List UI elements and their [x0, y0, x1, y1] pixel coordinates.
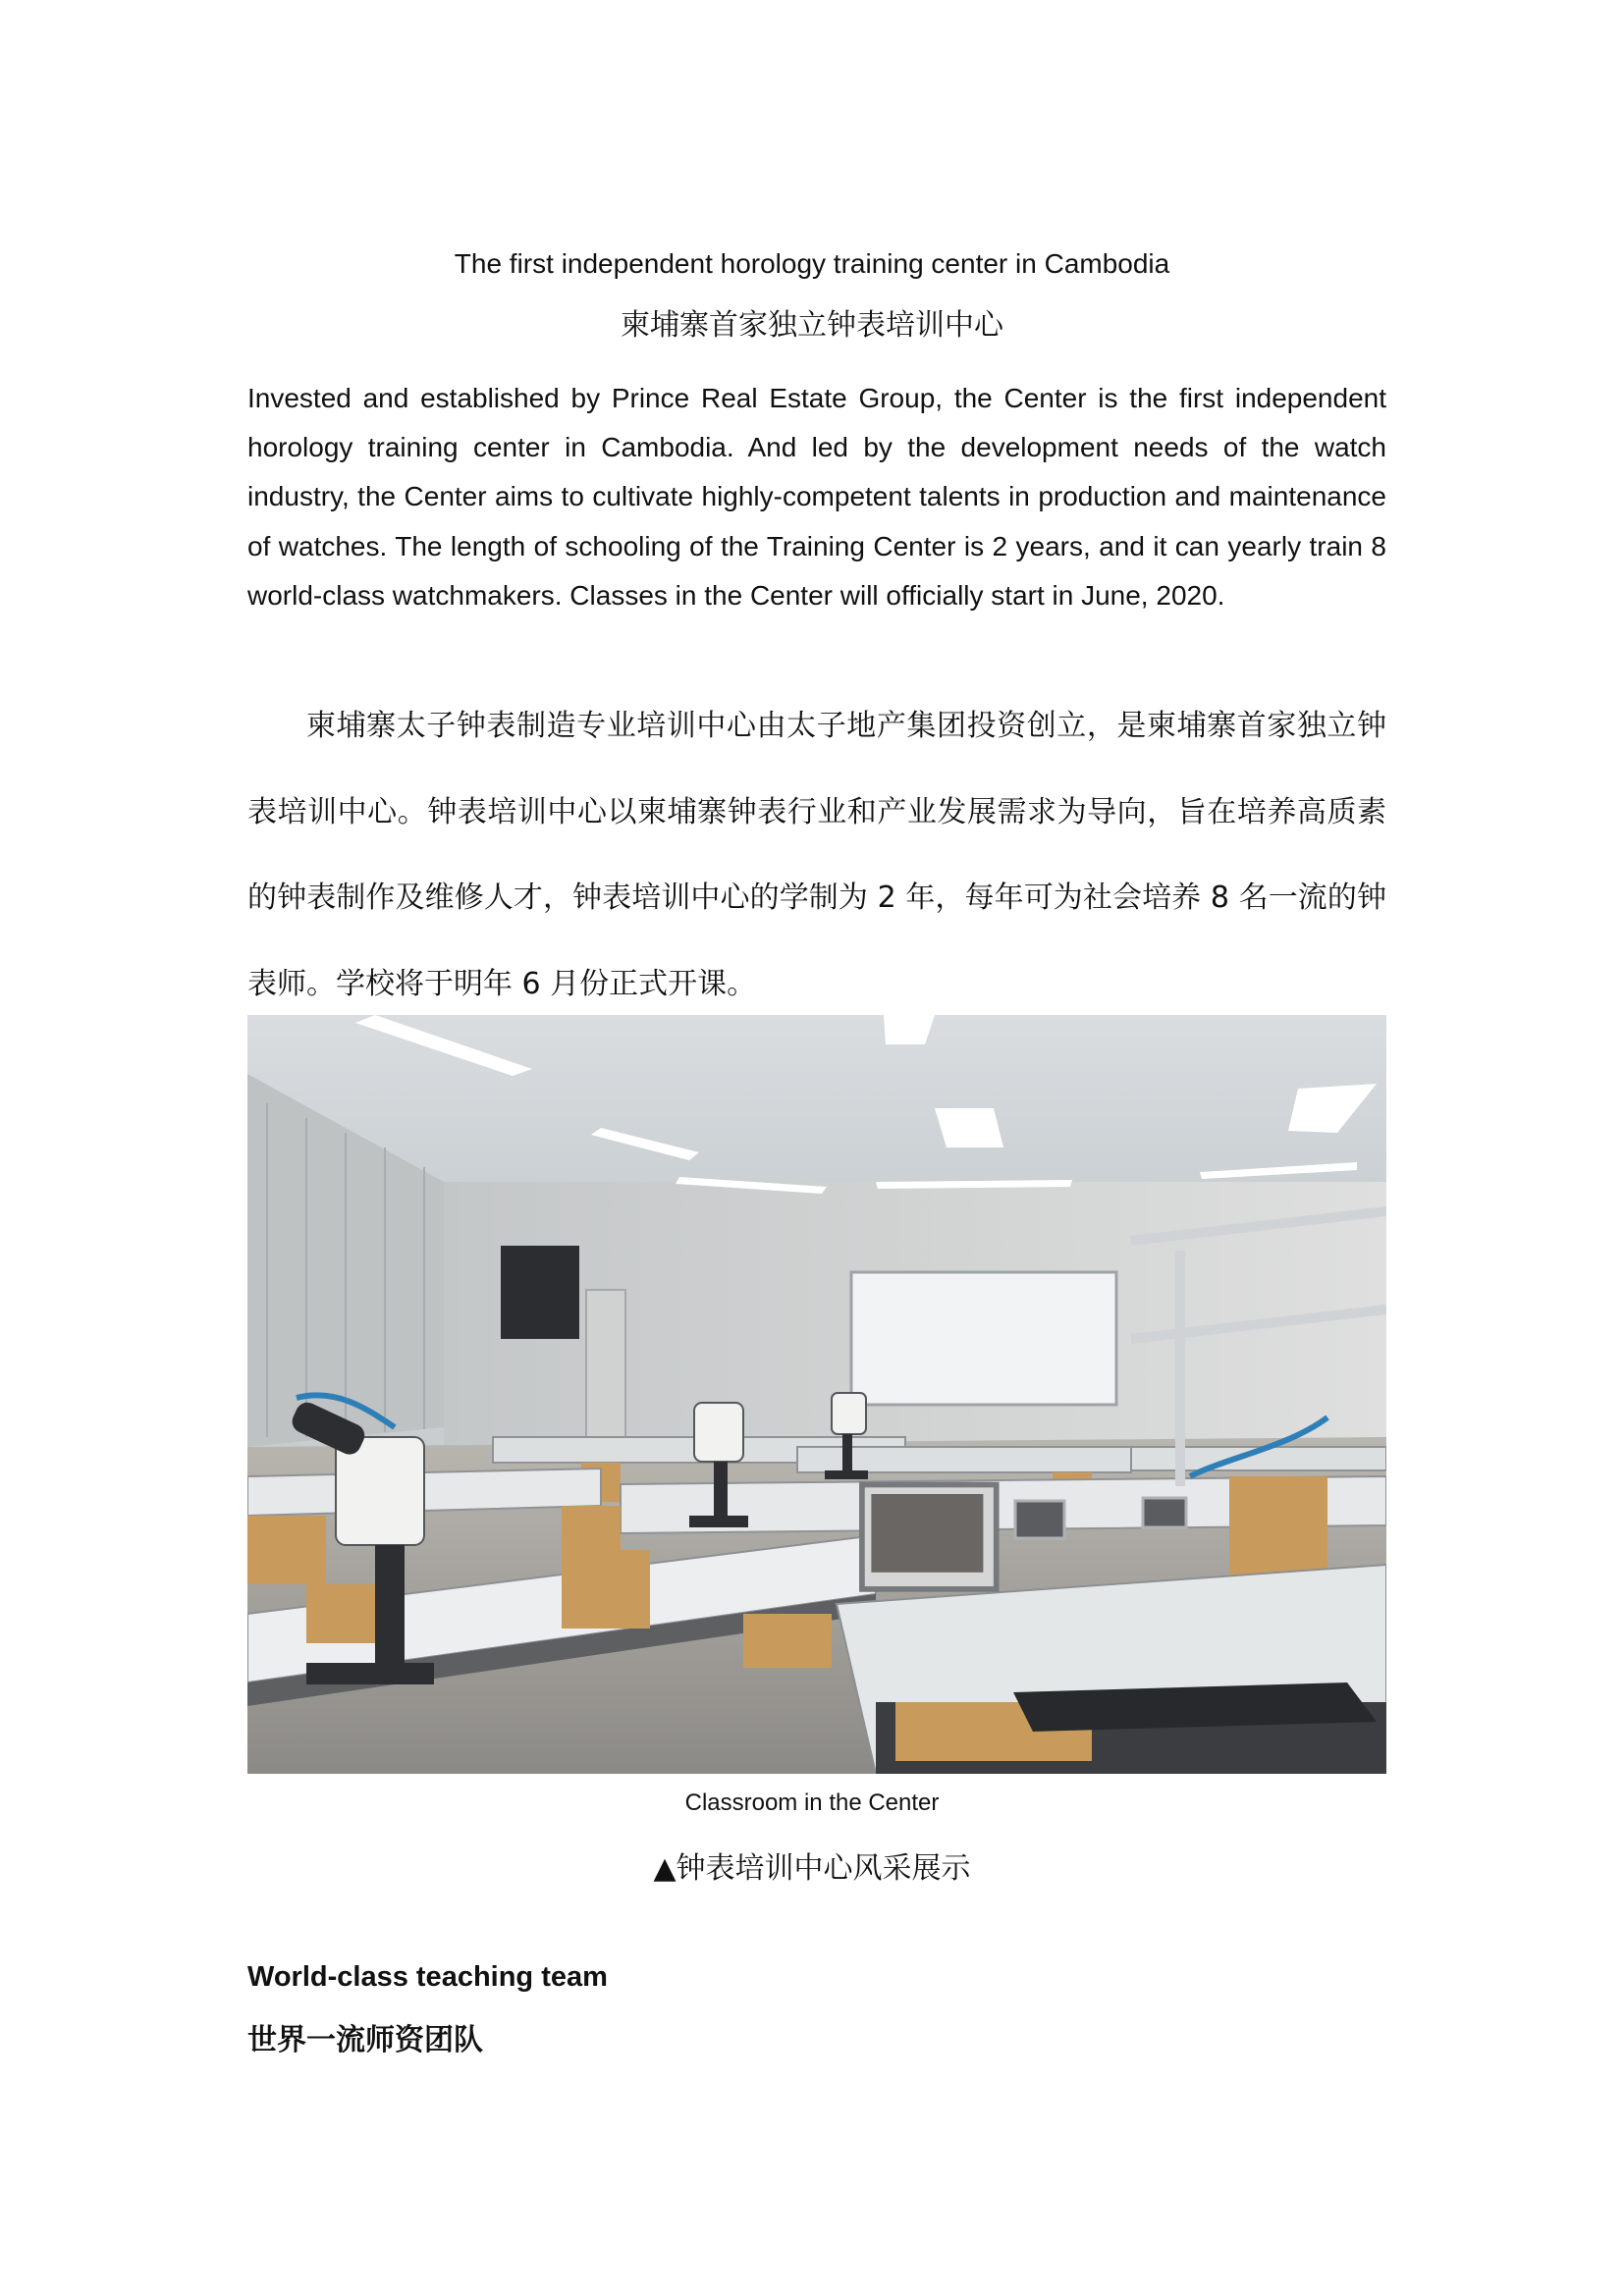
photo-caption-zh: ▲钟表培训中心风采展示 — [653, 1851, 971, 1886]
section-title-en: World-class teaching team — [247, 1961, 608, 1993]
photo-caption-en: Classroom in the Center — [684, 1789, 940, 1816]
title-zh: 柬埔寨首家独立钟表培训中心 — [621, 308, 1003, 343]
title-en: The first independent horology training center in Cambodia — [454, 248, 1170, 279]
intro-paragraph-zh: 柬埔寨太子钟表制造专业培训中心由太子地产集团投资创立，是柬埔寨首家独立钟表培训中心。钟表培训中心以柬埔寨钟表行业和产业发展需求为导向，旨在培养高质素的钟表制作及维修人才，钟表培训中心的学制为 2 年，每年可为社会培养 8 名一流的钟表师。学校将于明年 6 月份正式开课。 — [247, 709, 1386, 1001]
section-title-zh: 世界一流师资团队 — [247, 2023, 483, 2057]
classroom-photo — [247, 1015, 1386, 1774]
intro-paragraph-en: Invested and established by Prince Real Estate Group, the Center is the first independent horology training center in Cambodia. And led by the development needs of the watch industry, the Center aims to cultivate highly-competent talents in production and maintenance of watches. The length of schooling of the Training Center is 2 years, and it can yearly train 8 world-class watchmakers. Classes in the Center will officially start in June, 2020. — [247, 383, 1386, 611]
